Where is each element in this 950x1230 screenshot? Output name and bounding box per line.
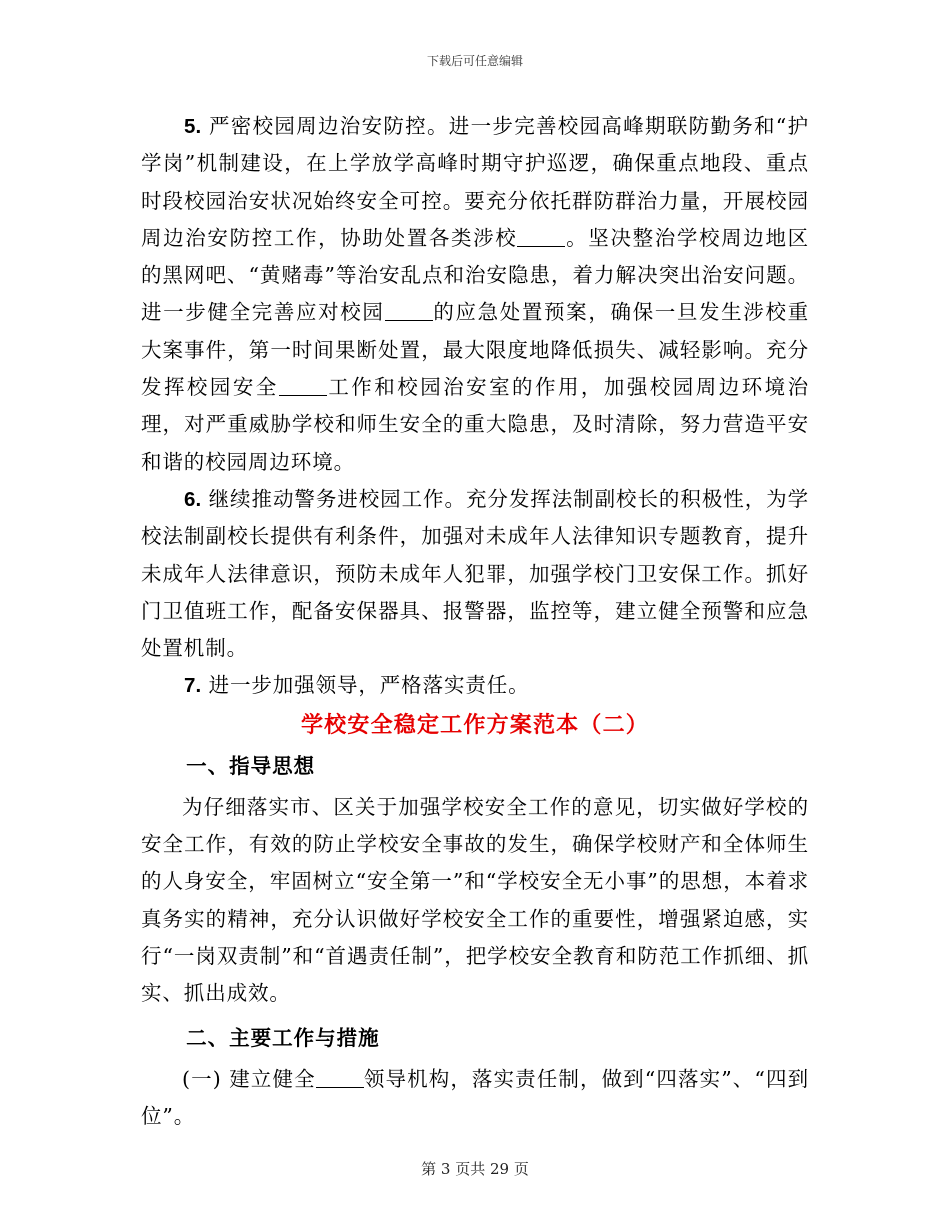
- document-body: [141, 108, 809, 1135]
- item-text: 。坚决整治学校周边地区的黑网吧、“黄赌毒”等治安乱点和治安隐患，着力解决突出治安问题。进一步健全完善应对校园: [141, 225, 809, 325]
- section-list-item-1: [141, 1061, 809, 1136]
- item-text: 工作和校园治安室的作用，加强校园周边环境治理，对严重威胁学校和师生安全的重大隐患，及时清除，努力营造平安和谐的校园周边环境。: [141, 375, 809, 474]
- fill-blank: [385, 302, 433, 321]
- section-heading-guiding-thought: 一、指导思想: [186, 753, 316, 778]
- page-header: 下载后可任意编辑: [426, 54, 523, 68]
- fill-blank: [316, 1069, 364, 1088]
- document-title: 学校安全稳定工作方案范本（二）: [300, 712, 649, 738]
- fill-blank: [279, 377, 327, 396]
- item-number: 7.: [184, 674, 202, 698]
- list-item-5: [141, 108, 809, 481]
- item-prefix: (一): [182, 1066, 222, 1091]
- item-number: 5.: [184, 115, 202, 138]
- section-heading-main-work: 二、主要工作与措施: [186, 1025, 380, 1050]
- item-text: 的应急处置预案，确保一旦发生涉校重大案事件，第一时间果断处置，最大限度地降低损失、减轻影响。充分发挥校园安全: [141, 300, 809, 400]
- list-item-7: [141, 667, 809, 704]
- fill-blank: [517, 228, 565, 247]
- item-text: 建立健全: [221, 1066, 316, 1091]
- item-text: 严密校园周边治安防控。进一步完善校园高峰期联防勤务和“护学岗”机制建设，在上学放学高峰时期守护巡逻，确保重点地段、重点时段校园治安状况始终安全可控。要充分依托群防群治力量，开展校园周边治安防控工作，协助处置各类涉校: [141, 114, 809, 250]
- section-paragraph: 为仔细落实市、区关于加强学校安全工作的意见，切实做好学校的安全工作，有效的防止学校安全事故的发生，确保学校财产和全体师生的人身安全，牢固树立“安全第一”和“学校安全无小事”的思想，本着求真务实的精神，充分认识做好学校安全工作的重要性，增强紧迫感，实行“一岗双责制”和“首遇责任制”，把学校安全教育和防范工作抓细、抓实、抓出成效。: [141, 794, 809, 1006]
- page-footer: 第 3 页共 29 页: [421, 1160, 529, 1178]
- item-text: 进一步加强领导，严格落实责任。: [201, 673, 530, 698]
- item-text: 领导机构，落实责任制，做到“四落实”、“四到位”。: [141, 1066, 809, 1128]
- list-item-6: [141, 481, 809, 667]
- item-number: 6.: [184, 487, 202, 511]
- item-text: 继续推动警务进校园工作。充分发挥法制副校长的积极性，为学校法制副校长提供有利条件，加强对未成年人法律知识专题教育，提升未成年人法律意识，预防未成年人犯罪，加强学校门卫安保工作。抓好门卫值班工作，配备安保器具、报警器，监控等，建立健全预警和应急处置机制。: [141, 486, 809, 661]
